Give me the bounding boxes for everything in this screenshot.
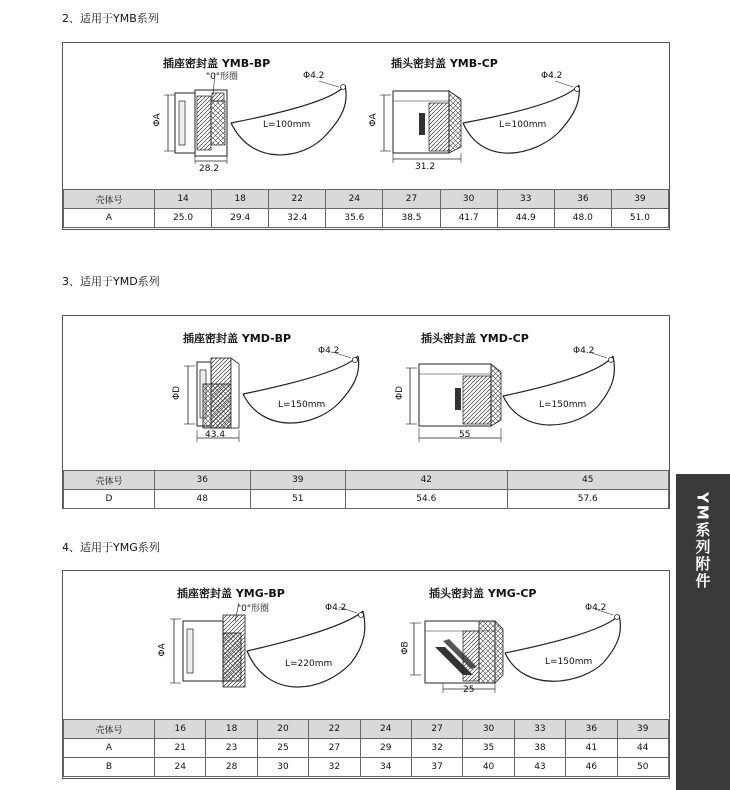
table-cell: 23 [206,739,257,758]
table-cell: 27 [383,190,440,209]
table-cell: 24 [326,190,383,209]
ymd-drawing-svg [63,316,669,468]
ymb-cp-title: 插头密封盖 YMB-CP [391,57,498,70]
table-cell: 20 [257,720,308,739]
table-row [64,758,669,777]
table-header-row [64,720,669,739]
table-cell: 壳体号 [64,471,155,490]
ymb-bp-phi-label: Φ4.2 [303,71,325,81]
table-cell: 54.6 [346,490,507,509]
ymb-cp-length-label: L=100mm [499,120,547,130]
drawings-ymg [63,571,669,717]
ymb-spec-table [63,189,669,228]
ymd-bp-length-label: L=150mm [278,400,326,410]
ymg-bp-oring-label: "0"形圈 [237,604,270,614]
ymg-bp-title: 插座密封盖 YMG-BP [177,587,285,600]
panel-ymd [62,315,670,509]
side-tab-label: YM系列附件 [693,492,712,590]
ymd-cp-title: 插头密封盖 YMD-CP [421,332,529,345]
table-cell: 24 [360,720,411,739]
table-cell: 42 [346,471,507,490]
table-cell: 51 [250,490,346,509]
table-cell: 34 [360,758,411,777]
table-cell: 41 [566,739,617,758]
ymd-cp-dim-label: 55 [459,430,471,440]
table-cell: 48.0 [554,209,611,228]
table-cell: 46 [566,758,617,777]
table-cell: 29 [360,739,411,758]
ymg-cp-title: 插头密封盖 YMG-CP [429,587,537,600]
table-cell: 25 [257,739,308,758]
table-cell: 30 [440,190,497,209]
drawings-ymd [63,316,669,468]
ymg-drawing-svg [63,571,669,717]
table-cell: 38 [514,739,565,758]
table-row [64,739,669,758]
ymg-cp-drawing [410,609,620,693]
table-cell: 32 [309,758,360,777]
table-cell: 14 [155,190,212,209]
ymg-cp-dia-label: ΦB [400,641,411,655]
table-cell: D [64,490,155,509]
table-cell: 35.6 [326,209,383,228]
drawings-ymb [63,43,669,188]
ymb-bp-dia-label: ΦA [152,113,163,127]
ymb-cp-drawing [380,81,580,163]
table-cell: 37 [411,758,462,777]
section-heading: 4、适用于YMG系列 [62,541,160,554]
table-cell: 35 [463,739,514,758]
ymg-cp-phi-label: Φ4.2 [585,603,607,613]
ymg-spec-table [63,719,669,777]
table-cell: 壳体号 [64,720,155,739]
ymb-cp-dia-label: ΦA [368,113,379,127]
ymd-cp-drawing [406,352,614,442]
table-cell: 36 [155,471,251,490]
ymg-bp-dia-label: ΦA [157,643,168,657]
table-cell: 18 [206,720,257,739]
ymb-bp-title: 插座密封盖 YMB-BP [163,57,271,70]
table-cell: A [64,739,155,758]
ymb-bp-dim-label: 28.2 [199,164,220,174]
side-tab [676,474,730,790]
table-cell: 45 [507,471,668,490]
ymd-bp-drawing [184,352,359,442]
panel-ymg [62,570,670,779]
table-cell: 18 [212,190,269,209]
table-cell: 25.0 [155,209,212,228]
table-row [64,209,669,228]
table-cell: 43 [514,758,565,777]
table-cell: A [64,209,155,228]
table-row [64,490,669,509]
ymb-bp-length-label: L=100mm [263,120,311,130]
table-cell: 28 [206,758,257,777]
ymg-bp-drawing [170,603,365,687]
table-cell: 22 [269,190,326,209]
table-cell: 29.4 [212,209,269,228]
ymb-cp-phi-label: Φ4.2 [541,71,563,81]
table-cell: 40 [463,758,514,777]
table-cell: 24 [155,758,206,777]
ymg-bp-length-label: L=220mm [285,659,333,669]
table-cell: 51.0 [611,209,668,228]
table-cell: 33 [497,190,554,209]
table-cell: 50 [617,758,668,777]
table-cell: 27 [309,739,360,758]
ymd-cp-dia-label: ΦD [395,385,406,401]
table-cell: 41.7 [440,209,497,228]
table-cell: 32 [411,739,462,758]
table-cell: 22 [309,720,360,739]
table-cell: 39 [250,471,346,490]
table-cell: 36 [554,190,611,209]
table-cell: 39 [617,720,668,739]
table-cell: 壳体号 [64,190,155,209]
ymd-bp-dim-label: 43.4 [205,430,226,440]
ymd-cp-length-label: L=150mm [539,400,587,410]
ymd-cp-phi-label: Φ4.2 [573,346,595,356]
section-heading: 2、适用于YMB系列 [62,12,159,25]
ymg-cp-length-label: L=150mm [545,657,593,667]
table-cell: 30 [463,720,514,739]
ymg-bp-phi-label: Φ4.2 [325,603,347,613]
table-cell: 27 [411,720,462,739]
table-cell: 38.5 [383,209,440,228]
table-cell: 48 [155,490,251,509]
table-header-row [64,190,669,209]
section-heading: 3、适用于YMD系列 [62,275,160,288]
table-cell: 39 [611,190,668,209]
table-cell: 16 [155,720,206,739]
table-cell: 30 [257,758,308,777]
ymd-bp-phi-label: Φ4.2 [318,346,340,356]
table-header-row [64,471,669,490]
ymd-bp-dia-label: ΦD [172,385,183,401]
ymd-spec-table [63,470,669,509]
table-cell: 33 [514,720,565,739]
table-cell: 36 [566,720,617,739]
table-cell: 21 [155,739,206,758]
ymb-cp-dim-label: 31.2 [415,162,436,172]
ymb-bp-oring-label: "0"形圈 [206,72,239,82]
table-cell: 32.4 [269,209,326,228]
table-cell: 57.6 [507,490,668,509]
table-cell: B [64,758,155,777]
table-cell: 44 [617,739,668,758]
table-cell: 44.9 [497,209,554,228]
panel-ymb [62,42,670,230]
ymb-bp-drawing [164,73,346,164]
ymg-cp-dim-label: 25 [463,685,475,695]
ymd-bp-title: 插座密封盖 YMD-BP [183,332,292,345]
